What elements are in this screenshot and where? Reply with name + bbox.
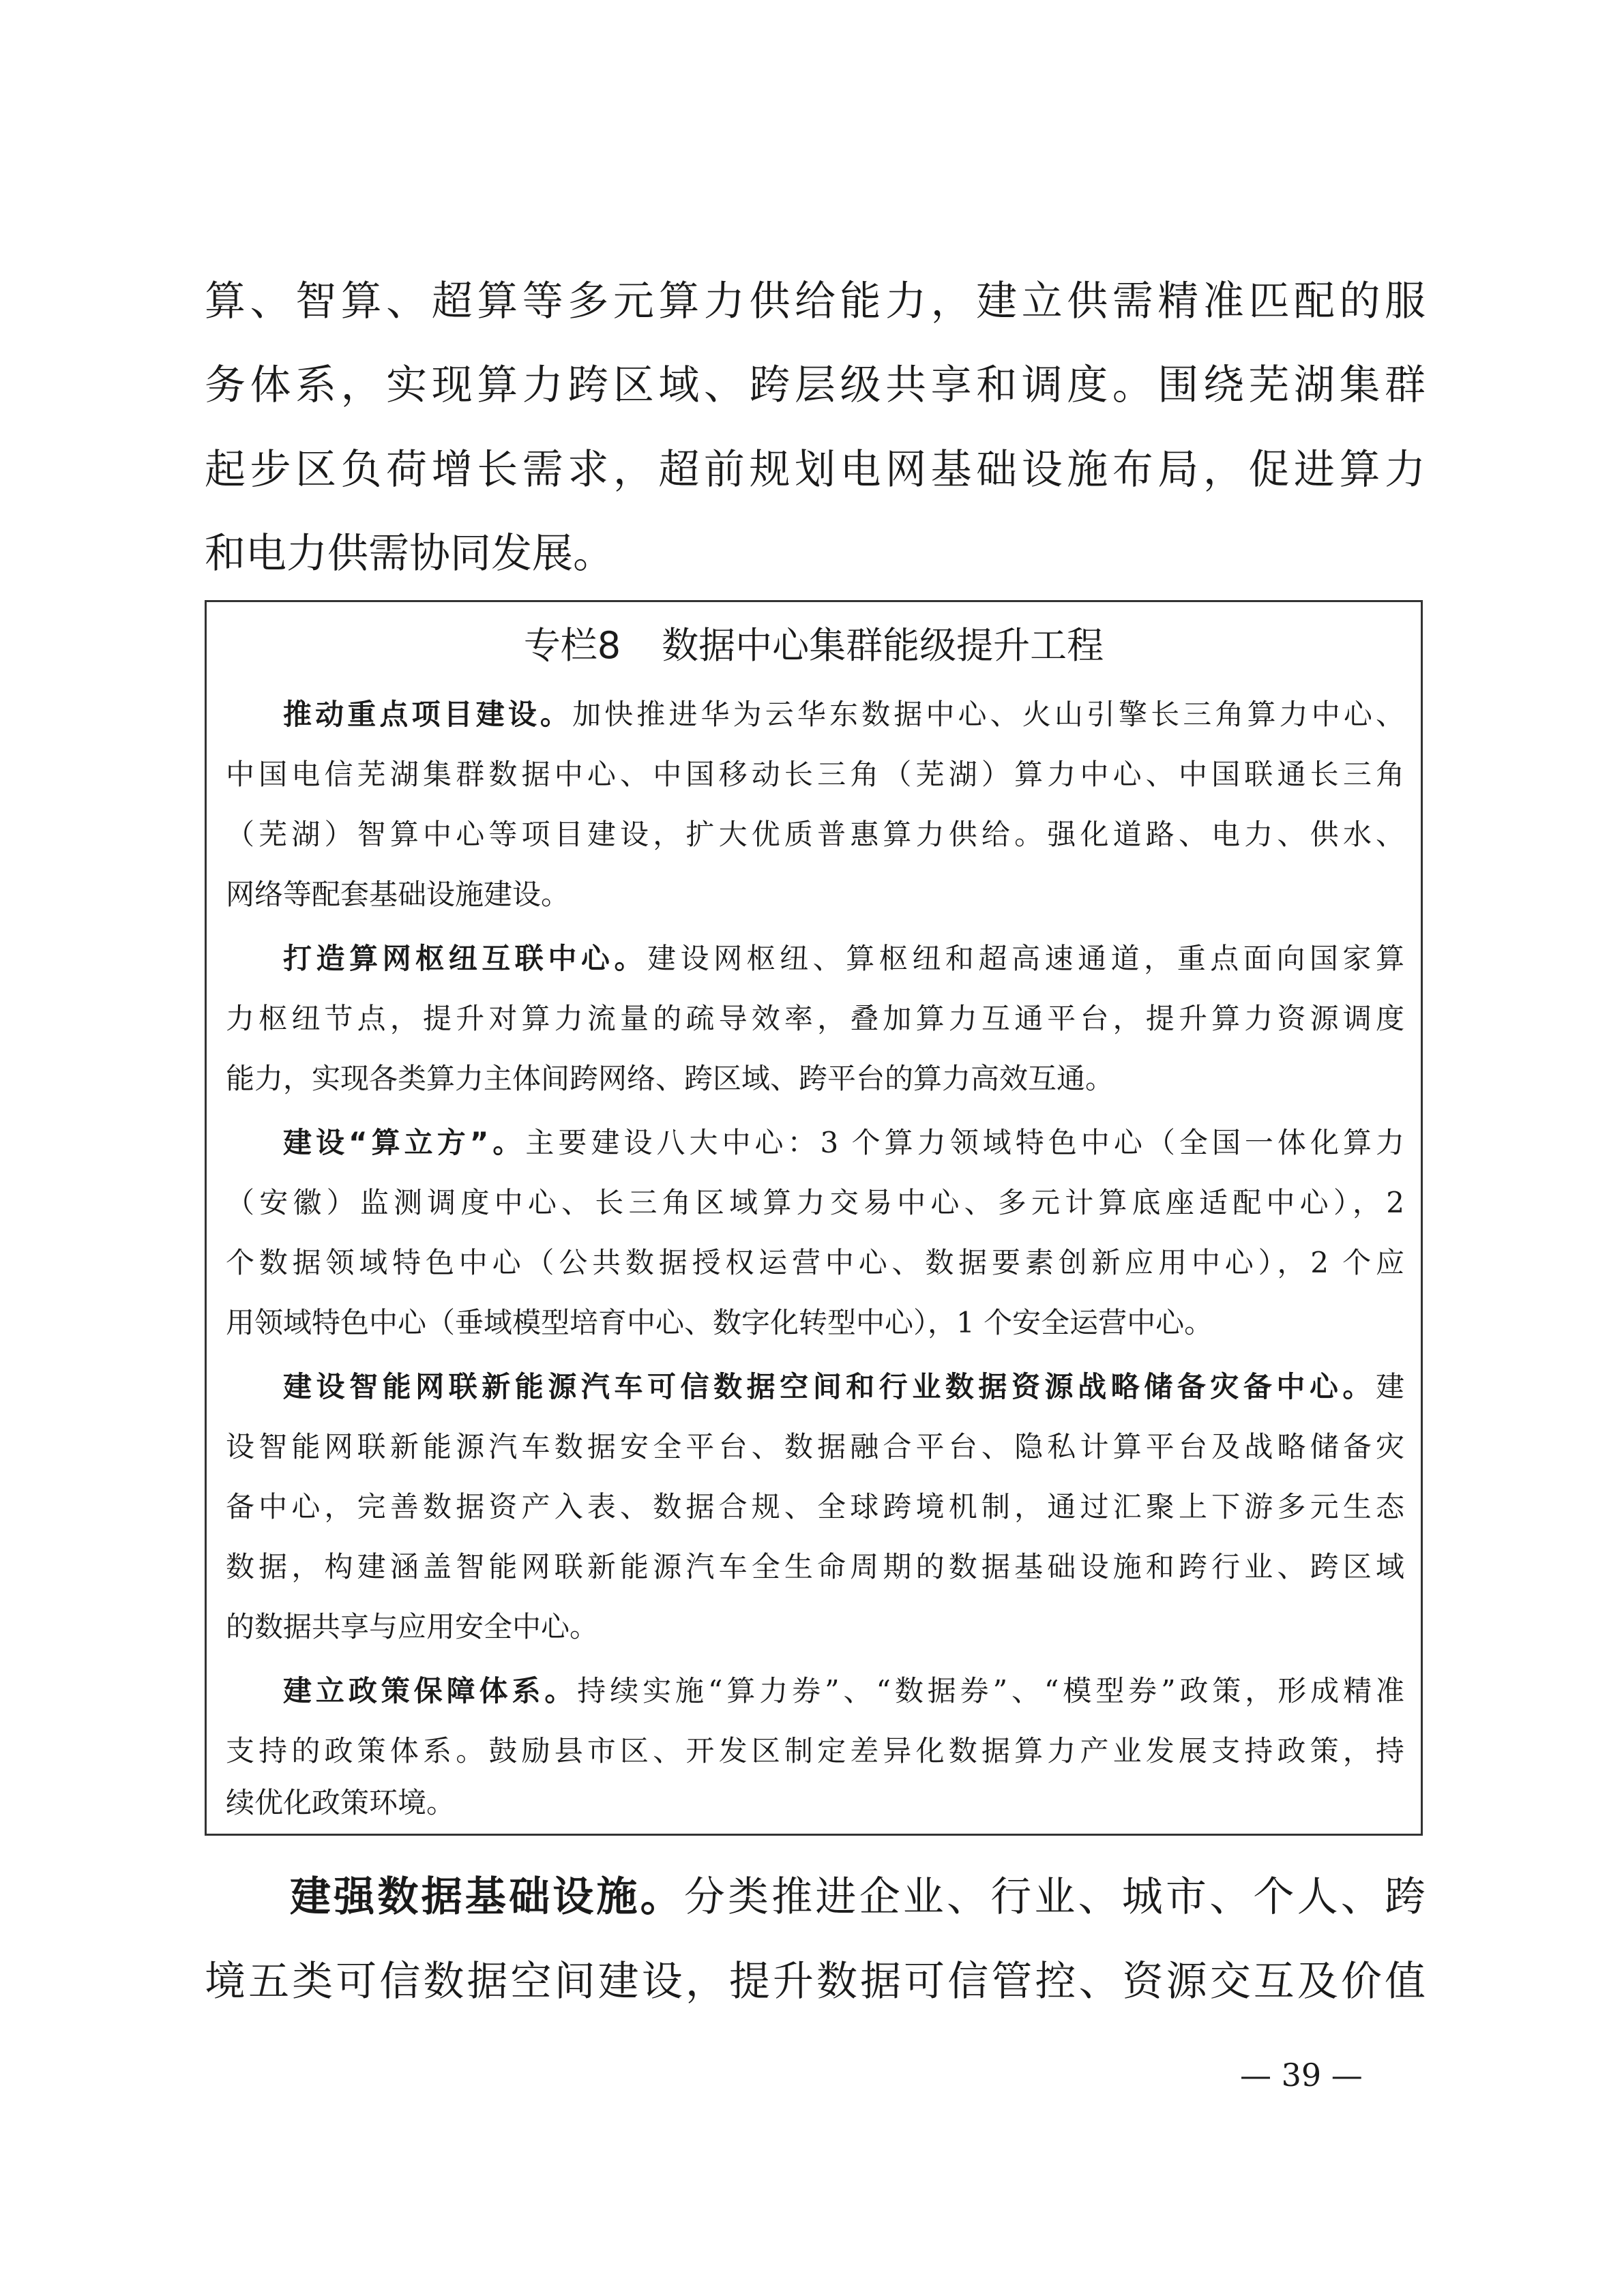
box-title xyxy=(207,625,1421,666)
box-item-4-line-1: 建设智能网联新能源汽车可信数据空间和行业数据资源战略储备灾备中心。建 xyxy=(283,1370,1404,1403)
box-item-2-line-3: 能力，实现各类算力主体间跨网络、跨区域、跨平台的算力高效互通。 xyxy=(226,1062,1114,1095)
box-item-4-line-4: 数据，构建涵盖智能网联新能源汽车全生命周期的数据基础设施和跨行业、跨区域 xyxy=(226,1550,1404,1583)
box-item-5-line-3: 续优化政策环境。 xyxy=(226,1786,456,1819)
intro-line-1: 算、智算、超算等多元算力供给能力，建立供需精准匹配的服 xyxy=(205,278,1426,325)
box-item-2-line-1: 打造算网枢纽互联中心。建设网枢纽、算枢纽和超高速通道，重点面向国家算 xyxy=(283,942,1404,975)
box-item-3-line-1: 建设“算立方”。主要建设八大中心：3 个算力领域特色中心（全国一体化算力 xyxy=(283,1126,1404,1159)
closing-heading: 建强数据基础设施。 xyxy=(290,1873,684,1921)
box-item-3-line-4: 用领域特色中心（垂域模型培育中心、数字化转型中心），1 个安全运营中心。 xyxy=(226,1306,1213,1339)
box-item-5-line-2: 支持的政策体系。鼓励县市区、开发区制定差异化数据算力产业发展支持政策，持 xyxy=(226,1734,1404,1768)
closing-line-1: 建强数据基础设施。分类推进企业、行业、城市、个人、跨 xyxy=(290,1873,1426,1921)
box-item-1-line-1: 推动重点项目建设。加快推进华为云华东数据中心、火山引擎长三角算力中心、 xyxy=(283,698,1404,731)
feature-box xyxy=(205,600,1423,1836)
box-item-4-line-3: 备中心，完善数据资产入表、数据合规、全球跨境机制，通过汇聚上下游多元生态 xyxy=(226,1490,1404,1523)
box-title-text: 数据中心集群能级提升工程 xyxy=(662,624,1104,667)
intro-line-4: 和电力供需协同发展。 xyxy=(205,530,614,578)
box-item-4-line-2: 设智能网联新能源汽车数据安全平台、数据融合平台、隐私计算平台及战略储备灾 xyxy=(226,1430,1404,1463)
box-item-3-line-2: （安徽）监测调度中心、长三角区域算力交易中心、多元计算底座适配中心），2 xyxy=(226,1186,1404,1219)
box-item-4-heading: 建设智能网联新能源汽车可信数据空间和行业数据资源战略储备灾备中心。 xyxy=(283,1370,1376,1403)
intro-line-2: 务体系，实现算力跨区域、跨层级共享和调度。围绕芜湖集群 xyxy=(205,361,1426,409)
box-item-4-line-5: 的数据共享与应用安全中心。 xyxy=(226,1610,599,1643)
box-item-2-line-2: 力枢纽节点，提升对算力流量的疏导效率，叠加算力互通平台，提升算力资源调度 xyxy=(226,1002,1404,1035)
box-item-2-heading: 打造算网枢纽互联中心。 xyxy=(283,942,647,975)
box-title-prefix: 专栏8 xyxy=(523,624,621,667)
box-item-1-heading: 推动重点项目建设。 xyxy=(283,698,573,731)
box-item-5-heading: 建立政策保障体系。 xyxy=(283,1674,578,1708)
box-item-5-line-1: 建立政策保障体系。持续实施“算力券”、“数据券”、“模型券”政策，形成精准 xyxy=(283,1674,1404,1708)
box-item-3-line-3: 个数据领域特色中心（公共数据授权运营中心、数据要素创新应用中心），2 个应 xyxy=(226,1246,1404,1279)
page-number: — 39 — xyxy=(1240,2057,1363,2093)
closing-line-2: 境五类可信数据空间建设，提升数据可信管控、资源交互及价值 xyxy=(205,1958,1426,2006)
intro-line-3: 起步区负荷增长需求，超前规划电网基础设施布局，促进算力 xyxy=(205,446,1426,494)
box-item-1-line-3: （芜湖）智算中心等项目建设，扩大优质普惠算力供给。强化道路、电力、供水、 xyxy=(226,818,1404,851)
box-item-3-heading: 建设“算立方”。 xyxy=(283,1126,526,1159)
box-item-1-line-4: 网络等配套基础设施建设。 xyxy=(226,878,570,911)
box-item-1-line-2: 中国电信芜湖集群数据中心、中国移动长三角（芜湖）算力中心、中国联通长三角 xyxy=(226,758,1404,791)
